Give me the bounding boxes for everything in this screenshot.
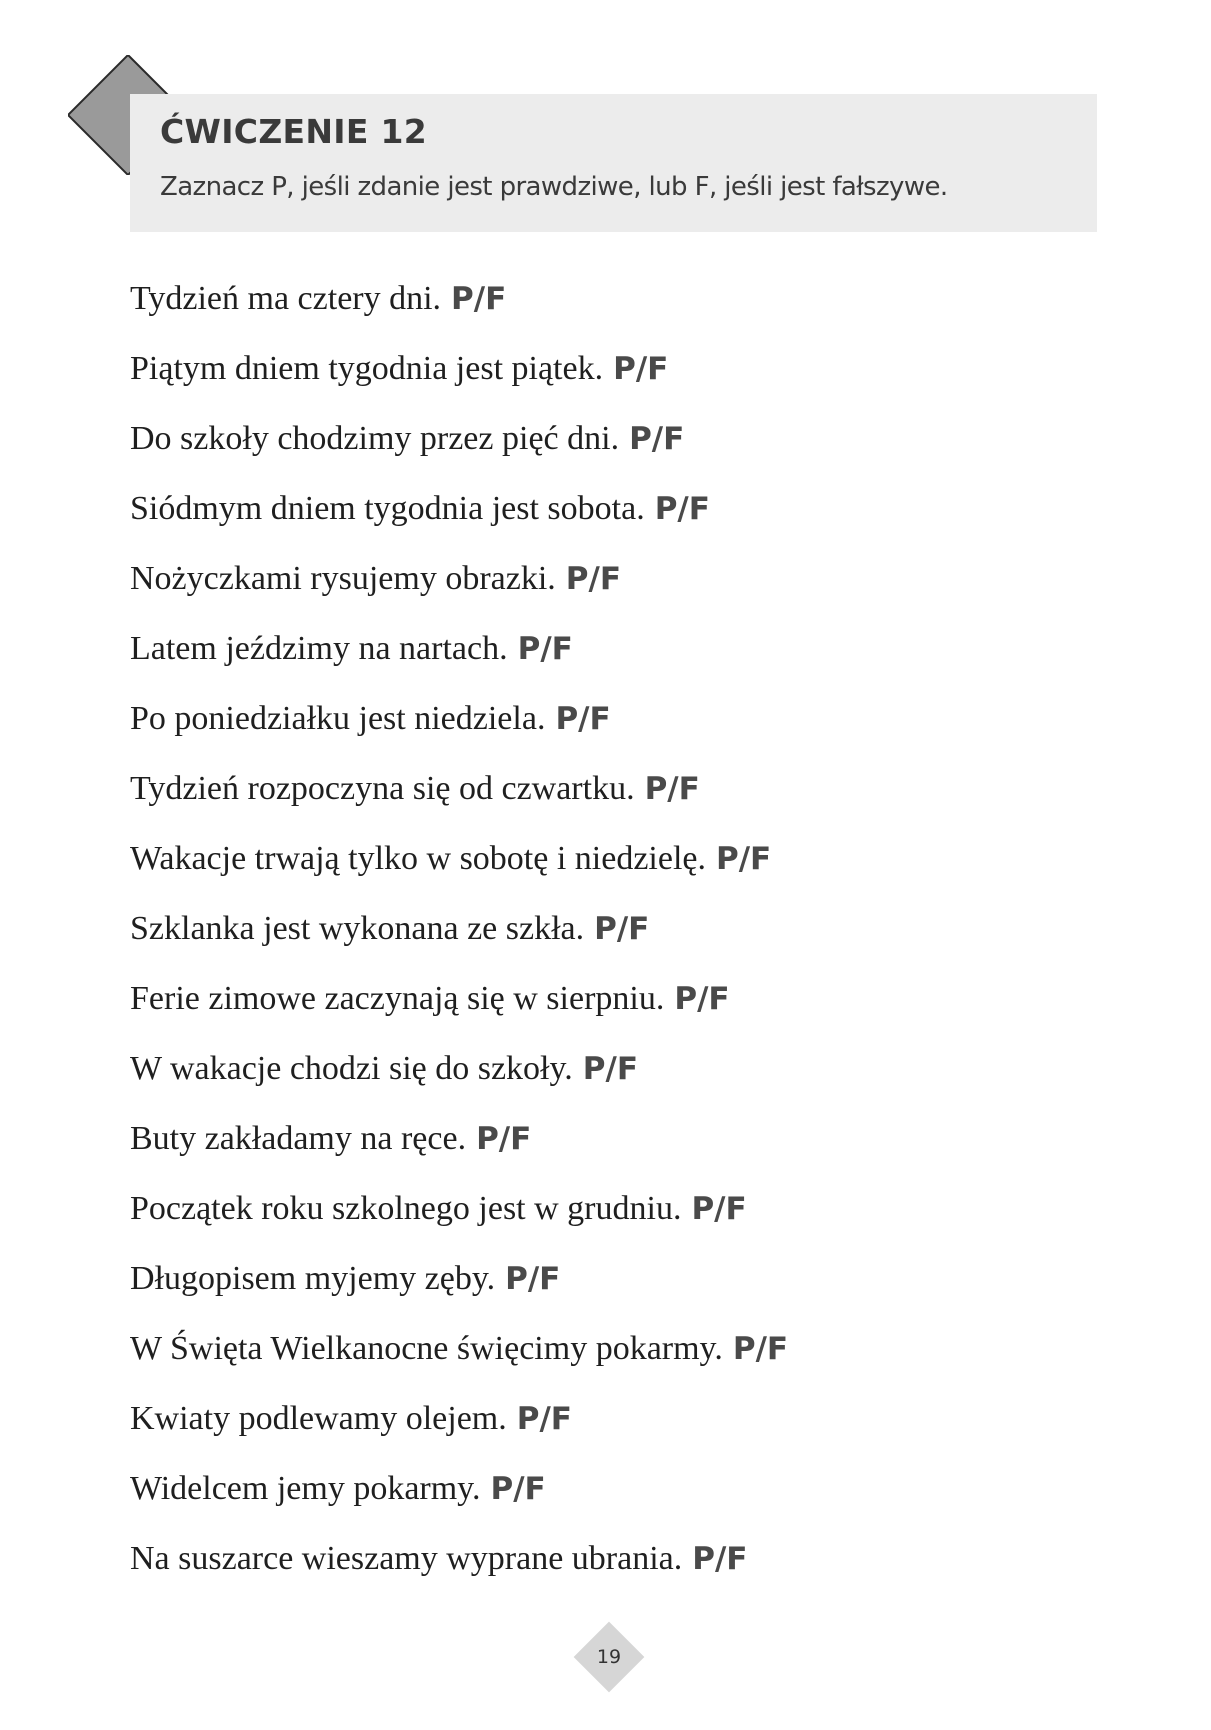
true-false-choice[interactable]: P/F bbox=[654, 491, 710, 527]
statement-row bbox=[130, 1110, 1090, 1180]
exercise-title: ĆWICZENIE 12 bbox=[160, 112, 428, 151]
true-false-choice[interactable]: P/F bbox=[555, 701, 611, 737]
statement-row bbox=[130, 1320, 1090, 1390]
statement-text: Nożyczkami rysujemy obrazki. bbox=[130, 560, 556, 597]
statement-text: Do szkoły chodzimy przez pięć dni. bbox=[130, 420, 620, 457]
true-false-choice[interactable]: P/F bbox=[516, 1401, 572, 1437]
statement-row bbox=[130, 1250, 1090, 1320]
true-false-choice[interactable]: P/F bbox=[476, 1121, 532, 1157]
exercise-instruction: Zaznacz P, jeśli zdanie jest prawdziwe, lub F, jeśli jest fałszywe. bbox=[160, 172, 948, 202]
true-false-choice[interactable]: P/F bbox=[692, 1541, 748, 1577]
statement-row bbox=[130, 410, 1090, 480]
statement-text: W Święta Wielkanocne święcimy pokarmy. bbox=[130, 1330, 723, 1367]
statement-text: Wakacje trwają tylko w sobotę i niedzielę. bbox=[130, 840, 706, 877]
statement-row bbox=[130, 1530, 1090, 1600]
statement-text: Tydzień ma cztery dni. bbox=[130, 280, 442, 317]
page-number: 19 bbox=[596, 1646, 622, 1668]
statement-row bbox=[130, 1040, 1090, 1110]
statement-text: Po poniedziałku jest niedziela. bbox=[130, 700, 546, 737]
statement-text: Długopisem myjemy zęby. bbox=[130, 1260, 496, 1297]
statement-row bbox=[130, 620, 1090, 690]
true-false-choice[interactable]: P/F bbox=[594, 911, 650, 947]
statement-row bbox=[130, 690, 1090, 760]
statement-text: Tydzień rozpoczyna się od czwartku. bbox=[130, 770, 635, 807]
statement-text: Latem jeździmy na nartach. bbox=[130, 630, 508, 667]
page-number-badge bbox=[570, 1618, 648, 1696]
statement-text: Widelcem jemy pokarmy. bbox=[130, 1470, 481, 1507]
statement-row bbox=[130, 970, 1090, 1040]
true-false-choice[interactable]: P/F bbox=[674, 981, 730, 1017]
true-false-choice[interactable]: P/F bbox=[629, 421, 685, 457]
statement-text: Ferie zimowe zaczynają się w sierpniu. bbox=[130, 980, 665, 1017]
statement-row bbox=[130, 1390, 1090, 1460]
statement-row bbox=[130, 1460, 1090, 1530]
statement-list bbox=[130, 270, 1090, 1600]
statement-row bbox=[130, 830, 1090, 900]
true-false-choice[interactable]: P/F bbox=[490, 1471, 546, 1507]
true-false-choice[interactable]: P/F bbox=[565, 561, 622, 597]
statement-text: Buty zakładamy na ręce. bbox=[130, 1120, 467, 1157]
statement-row bbox=[130, 760, 1090, 830]
statement-text: W wakacje chodzi się do szkoły. bbox=[130, 1050, 573, 1087]
true-false-choice[interactable]: P/F bbox=[644, 771, 700, 807]
statement-row bbox=[130, 900, 1090, 970]
true-false-choice[interactable]: P/F bbox=[691, 1191, 747, 1227]
true-false-choice[interactable]: P/F bbox=[517, 631, 573, 667]
statement-text: Kwiaty podlewamy olejem. bbox=[130, 1400, 507, 1437]
statement-text: Na suszarce wieszamy wyprane ubrania. bbox=[130, 1540, 683, 1577]
statement-row bbox=[130, 270, 1090, 340]
statement-text: Początek roku szkolnego jest w grudniu. bbox=[130, 1190, 682, 1227]
true-false-choice[interactable]: P/F bbox=[716, 841, 772, 877]
statement-row bbox=[130, 1180, 1090, 1250]
true-false-choice[interactable]: P/F bbox=[451, 281, 507, 317]
true-false-choice[interactable]: P/F bbox=[613, 351, 669, 387]
true-false-choice[interactable]: P/F bbox=[582, 1051, 639, 1087]
statement-row bbox=[130, 550, 1090, 620]
statement-row bbox=[130, 480, 1090, 550]
statement-text: Piątym dniem tygodnia jest piątek. bbox=[130, 350, 604, 387]
true-false-choice[interactable]: P/F bbox=[732, 1331, 789, 1367]
statement-text: Szklanka jest wykonana ze szkła. bbox=[130, 910, 585, 947]
true-false-choice[interactable]: P/F bbox=[505, 1261, 561, 1297]
statement-row bbox=[130, 340, 1090, 410]
statement-text: Siódmym dniem tygodnia jest sobota. bbox=[130, 490, 645, 527]
